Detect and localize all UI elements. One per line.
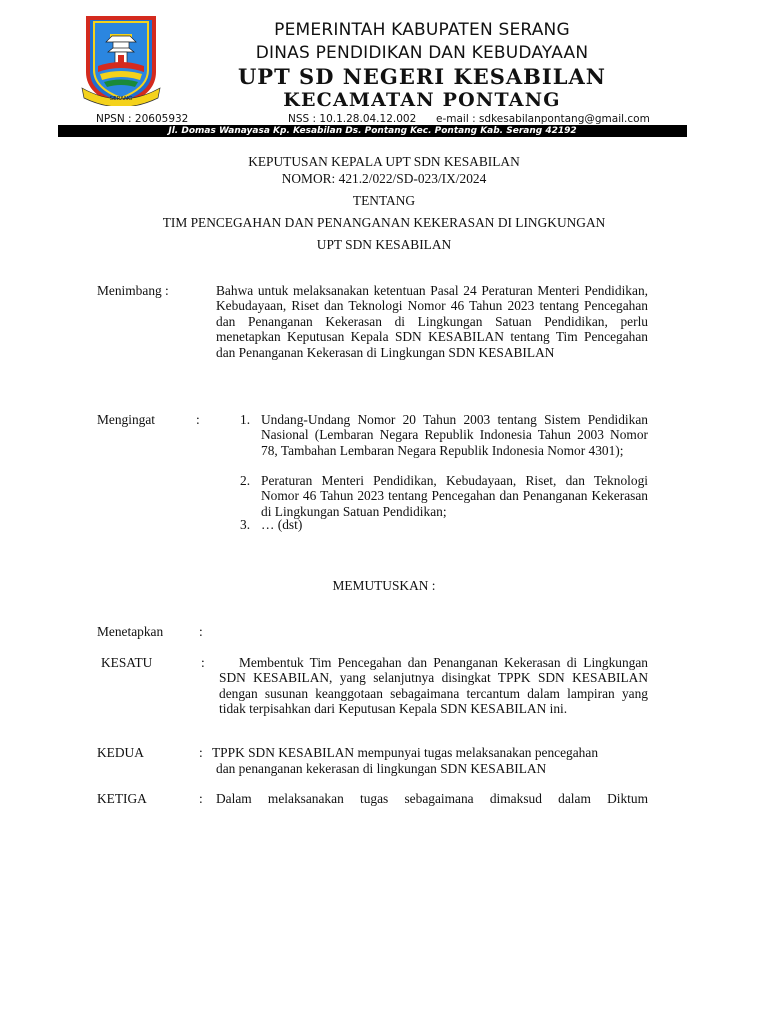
memutuskan-heading: MEMUTUSKAN : — [332, 578, 436, 593]
about-label: TENTANG — [352, 193, 416, 208]
subject-line-1: TIM PENCEGAHAN DAN PENANGANAN KEKERASAN DI LINGKUNGAN — [162, 215, 606, 230]
decision-number: NOMOR: 421.2/022/SD-023/IX/2024 — [281, 171, 487, 186]
mengingat-label: Mengingat — [97, 412, 156, 427]
ketiga-text: Dalam melaksanakan tugas sebagaimana dimaksud dalam Diktum — [216, 791, 648, 806]
menetapkan-colon: : — [199, 624, 203, 639]
header-email: e-mail : sdkesabilanpontang@gmail.com — [436, 113, 650, 125]
kedua-text-line-2: dan penanganan kekerasan di lingkungan SDN KESABILAN — [216, 761, 547, 776]
header-nss: NSS : 10.1.28.04.12.002 — [288, 113, 417, 125]
header-line-2: DINAS PENDIDIKAN DAN KEBUDAYAAN — [255, 43, 589, 63]
kesatu-colon: : — [201, 655, 205, 670]
list-item: Peraturan Menteri Pendidikan, Kebudayaan, Riset, dan Teknologi Nomor 46 Tahun 2023 tentang Pencegahan dan Penanganan Kekerasan di Lingkungan Satuan Pendidikan; — [261, 473, 648, 519]
header-address: Jl. Domas Wanayasa Kp. Kesabilan Ds. Pontang Kec. Pontang Kab. Serang 42192 — [168, 126, 577, 136]
decision-title: KEPUTUSAN KEPALA UPT SDN KESABILAN — [248, 154, 520, 169]
menimbang-label: Menimbang : — [97, 283, 169, 298]
header-line-1: PEMERINTAH KABUPATEN SERANG — [274, 20, 570, 40]
list-number: 2. — [240, 473, 251, 488]
menimbang-text: Bahwa untuk melaksanakan ketentuan Pasal 24 Peraturan Menteri Pendidikan, Kebudayaan, Riset dan Teknologi Nomor 46 Tahun 2023 tentang Pencegahan dan Penanganan Kekerasan di Lingkungan Satuan Pendidikan, perlu menetapkan Keputusan Kepala SDN KESABILAN tentang Tim Pencegahan dan Penanganan Kekerasan di Lingkungan SDN KESABILAN — [216, 283, 648, 360]
logo-ribbon-text: SERANG — [109, 96, 133, 102]
subject-line-2: UPT SDN KESABILAN — [316, 237, 452, 252]
kedua-text-line-1: TPPK SDN KESABILAN mempunyai tugas melaksanakan pencegahan — [212, 745, 599, 760]
list-item: … (dst) — [261, 517, 303, 532]
kesatu-label: KESATU — [101, 655, 153, 670]
menetapkan-label: Menetapkan — [97, 624, 164, 639]
header-school-name: UPT SD NEGERI KESABILAN — [237, 64, 606, 89]
ketiga-label: KETIGA — [97, 791, 147, 806]
ketiga-colon: : — [199, 791, 203, 806]
kesatu-text: Membentuk Tim Pencegahan dan Penanganan Kekerasan di Lingkungan SDN KESABILAN, yang selanjutnya disingkat TPPK SDN KESABILAN dengan susunan keanggotaan sebagaimana tercantum dalam lampiran yang tidak terpisahkan dari Keputusan Kepala SDN KESABILAN ini. — [219, 655, 648, 717]
list-number: 3. — [240, 517, 251, 532]
list-item: Undang-Undang Nomor 20 Tahun 2003 tentang Sistem Pendidikan Nasional (Lembaran Negara Republik Indonesia Tahun 2003 Nomor 78, Tambahan Lembaran Negara Republik Indonesia Nomor 4301); — [261, 412, 648, 458]
header-district: KECAMATAN PONTANG — [283, 89, 561, 111]
mengingat-colon: : — [196, 412, 200, 427]
kedua-colon: : — [199, 745, 203, 760]
header-npsn: NPSN : 20605932 — [96, 113, 189, 125]
kedua-label: KEDUA — [97, 745, 144, 760]
list-number: 1. — [240, 412, 251, 427]
